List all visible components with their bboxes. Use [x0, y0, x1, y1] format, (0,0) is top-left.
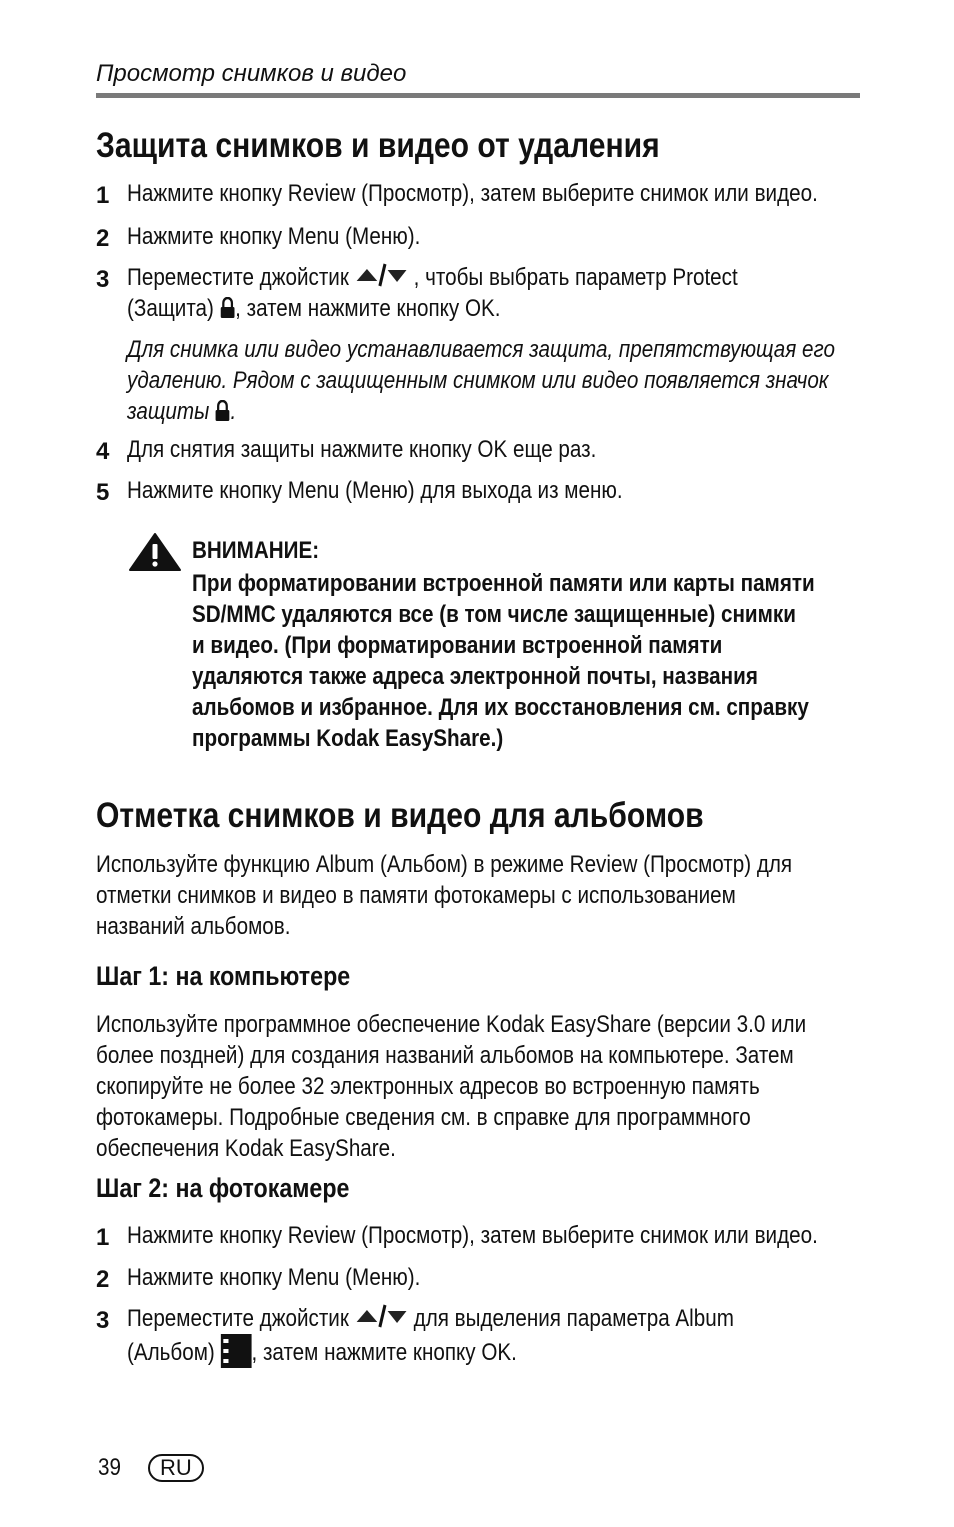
- s1-step3-line2: [127, 293, 501, 327]
- s1-step3-line1-a: Переместите джойстик: [127, 264, 349, 291]
- s1-step3-line1-b: , чтобы выбрать параметр Protect: [413, 264, 738, 291]
- warning-line-3: и видео. (При форматировании встроенной памяти: [192, 632, 723, 659]
- s2-step3-line1-b: для выделения параметра Album: [413, 1305, 734, 1332]
- s1-note-line1: Для снимка или видео устанавливается защита, препятствующая его: [127, 336, 835, 363]
- s1-step2-num: 2: [96, 225, 110, 252]
- warning-triangle-icon: [128, 532, 182, 577]
- warning-line-2: SD/MMC удаляются все (в том числе защищенные) снимки: [192, 601, 796, 628]
- s2-step1-text: Нажмите кнопку Review (Просмотр), затем выберите снимок или видео.: [127, 1222, 818, 1249]
- s2-step3-line2: [127, 1334, 517, 1376]
- s2-step2-title: Шаг 2: на фотокамере: [96, 1173, 350, 1203]
- s1-step3-num: 3: [96, 266, 110, 293]
- s2-intro-line3: названий альбомов.: [96, 913, 291, 940]
- s2-step1-num: 1: [96, 1224, 110, 1251]
- s1-note-line2: удалению. Рядом с защищенным снимком или видео появляется значок: [127, 367, 829, 394]
- s2-step3-line1-a: Переместите джойстик: [127, 1305, 349, 1332]
- s1-step3-line2-a: (Защита): [127, 295, 214, 322]
- s2-step2-num: 2: [96, 1266, 110, 1293]
- warning-label: ВНИМАНИЕ:: [192, 537, 320, 564]
- s1-step4-text: Для снятия защиты нажмите кнопку OK еще раз.: [127, 436, 597, 463]
- s2-step3-line2-a: (Альбом): [127, 1339, 215, 1366]
- warning-line-1: При форматировании встроенной памяти или карты памяти: [192, 570, 815, 597]
- s2-step3-num: 3: [96, 1307, 110, 1334]
- s1-note-line3: [127, 396, 236, 430]
- warning-line-4: удаляются также адреса электронной почты, названия: [192, 663, 758, 690]
- section1-title: Защита снимков и видео от удаления: [96, 126, 660, 165]
- s1-note-line3-end: .: [230, 398, 237, 425]
- lock-icon: [215, 399, 230, 430]
- s2-step3-line2-b: , затем нажмите кнопку OK.: [251, 1339, 517, 1366]
- s1-step2-text: Нажмите кнопку Menu (Меню).: [127, 223, 421, 250]
- s1-step1-text: Нажмите кнопку Review (Просмотр), затем выберите снимок или видео.: [127, 180, 818, 207]
- s1-step1-num: 1: [96, 182, 110, 209]
- s2-step1-line3: скопируйте не более 32 электронных адресов во встроенную память: [96, 1073, 760, 1100]
- s2-intro-line2: отметки снимков и видео в памяти фотокамеры с использованием: [96, 882, 736, 909]
- language-badge-label: RU: [148, 1454, 204, 1482]
- s1-note-line3-text: защиты: [127, 398, 210, 425]
- section2-title: Отметка снимков и видео для альбомов: [96, 796, 704, 835]
- warning-line-6: программы Kodak EasyShare.): [192, 725, 504, 752]
- joystick-up-down-icon: [355, 263, 408, 295]
- s2-step1-line1: Используйте программное обеспечение Kodak EasyShare (версии 3.0 или: [96, 1011, 807, 1038]
- header-rule: [96, 93, 860, 98]
- s2-step3-line1: [127, 1303, 734, 1336]
- s1-step4-num: 4: [96, 438, 110, 465]
- s2-step2-text: Нажмите кнопку Menu (Меню).: [127, 1264, 421, 1291]
- joystick-up-down-icon: [355, 1304, 408, 1336]
- language-badge: [148, 1454, 204, 1482]
- s1-step5-num: 5: [96, 479, 110, 506]
- s1-step5-text: Нажмите кнопку Menu (Меню) для выхода из меню.: [127, 477, 623, 504]
- warning-line-5: альбомов и избранное. Для их восстановления см. справку: [192, 694, 809, 721]
- running-header: Просмотр снимков и видео: [96, 60, 407, 87]
- page-number: 39: [98, 1454, 121, 1481]
- lock-icon: [220, 296, 235, 327]
- s2-step1-line5: обеспечения Kodak EasyShare.: [96, 1135, 396, 1162]
- s2-step1-title: Шаг 1: на компьютере: [96, 961, 351, 991]
- s2-intro-line1: Используйте функцию Album (Альбом) в режиме Review (Просмотр) для: [96, 851, 793, 878]
- album-icon: [221, 1334, 252, 1376]
- s2-step1-line2: более поздней) для создания названий альбомов на компьютере. Затем: [96, 1042, 794, 1069]
- s2-step1-line4: фотокамеры. Подробные сведения см. в справке для программного: [96, 1104, 751, 1131]
- s1-step3-line1: [127, 262, 738, 295]
- s1-step3-line2-b: , затем нажмите кнопку OK.: [235, 295, 501, 322]
